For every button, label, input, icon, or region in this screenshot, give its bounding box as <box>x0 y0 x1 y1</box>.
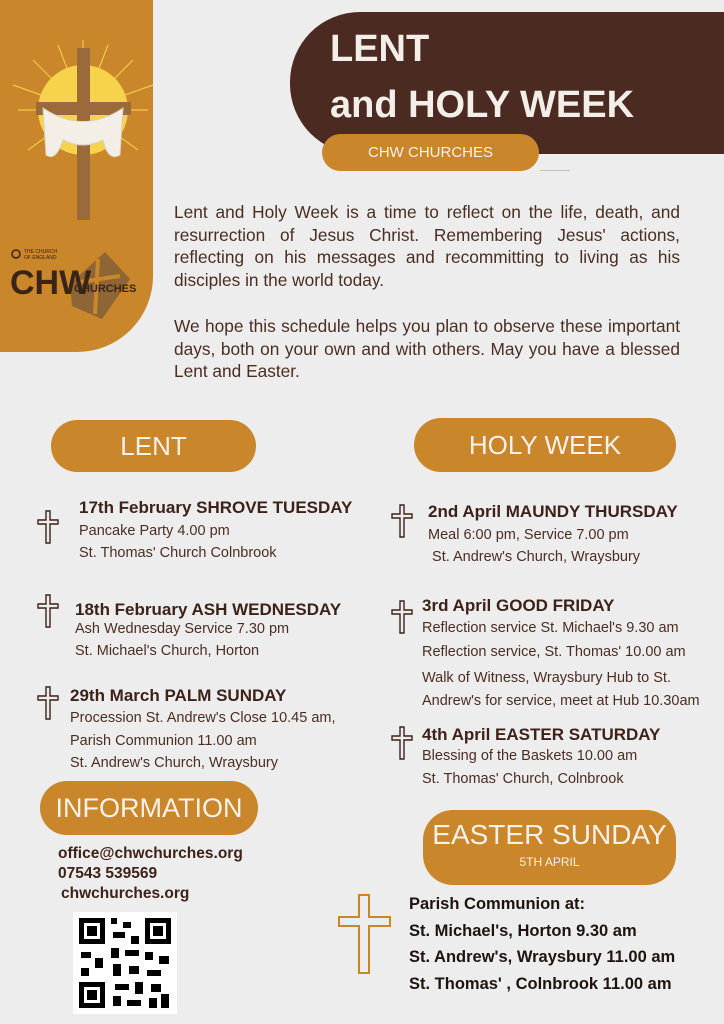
event-line: St. Andrew's Church, Wraysbury <box>428 549 641 565</box>
svg-text:CHW: CHW <box>10 264 92 302</box>
phone-number[interactable]: 07543 539569 <box>58 865 158 882</box>
event-title: 17th February SHROVE TUESDAY <box>79 498 353 517</box>
event-line: Reflection service, St. Thomas' 10.00 am <box>422 644 686 660</box>
cross-icon <box>391 600 413 634</box>
easter-intro: Parish Communion at: <box>409 895 586 913</box>
cross-icon <box>337 893 392 975</box>
divider <box>540 170 570 171</box>
svg-text:OF ENGLAND: OF ENGLAND <box>24 255 57 261</box>
event-title: 4th April EASTER SATURDAY <box>422 725 661 744</box>
email-link[interactable]: office@chwchurches.org <box>58 845 243 862</box>
cross-icon <box>391 504 413 538</box>
event-line: St. Andrew's Church, Wraysbury <box>70 755 278 771</box>
event-line: St. Thomas' Church Colnbrook <box>79 545 277 561</box>
lent-heading: LENT <box>51 420 256 472</box>
event-title: 2nd April MAUNDY THURSDAY <box>428 502 678 521</box>
information-heading: INFORMATION <box>40 781 258 835</box>
event-line: Pancake Party 4.00 pm <box>79 523 230 539</box>
website-link[interactable]: chwchurches.org <box>61 885 190 902</box>
event-title: 18th February ASH WEDNESDAY <box>75 600 342 619</box>
cross-icon <box>37 594 59 628</box>
event-line: Reflection service St. Michael's 9.30 am <box>422 620 679 636</box>
qr-code[interactable] <box>73 912 177 1014</box>
easter-service: St. Thomas' , Colnbrook 11.00 am <box>409 975 672 993</box>
intro-paragraph-1: Lent and Holy Week is a time to reflect on the life, death, and resurrection of Jesus Christ. Remembering Jesus' actions, reflecting on his messages and recommitting to living as his disciples in the world today. <box>174 202 680 290</box>
cross-icon <box>391 726 413 760</box>
event-line: Andrew's for service, meet at Hub 10.30am <box>422 693 700 709</box>
event-line: Ash Wednesday Service 7.30 pm <box>75 621 290 637</box>
event-title: 29th March PALM SUNDAY <box>70 686 287 705</box>
easter-service: St. Michael's, Horton 9.30 am <box>409 922 637 940</box>
page-title-line2: and HOLY WEEK <box>330 84 635 126</box>
cross-icon <box>37 510 59 544</box>
page-title-line1: LENT <box>330 28 430 70</box>
event-line: Meal 6:00 pm, Service 7.00 pm <box>428 527 629 543</box>
easter-sunday-heading: EASTER SUNDAY <box>432 819 667 850</box>
event-title: 3rd April GOOD FRIDAY <box>422 596 615 615</box>
intro-paragraph-2: We hope this schedule helps you plan to observe these important days, both on your own and with others. May you have a blessed Lent and Easter. <box>174 316 680 381</box>
chw-logo <box>10 244 140 322</box>
svg-text:CHURCHES: CHURCHES <box>74 283 137 295</box>
easter-service: St. Andrew's, Wraysbury 11.00 am <box>409 948 676 966</box>
holy-week-heading: HOLY WEEK <box>414 418 676 472</box>
easter-sunday-date: 5TH APRIL <box>519 855 580 869</box>
cross-sunburst-icon <box>8 40 158 230</box>
event-line: Blessing of the Baskets 10.00 am <box>422 748 638 764</box>
event-line: Procession St. Andrew's Close 10.45 am, <box>70 710 336 726</box>
event-line: St. Thomas' Church, Colnbrook <box>422 771 624 787</box>
subtitle-badge: CHW CHURCHES <box>322 134 539 171</box>
cross-icon <box>37 686 59 720</box>
event-line: Walk of Witness, Wraysbury Hub to St. <box>422 670 671 686</box>
event-line: St. Michael's Church, Horton <box>75 643 260 659</box>
easter-sunday-badge <box>423 810 676 885</box>
event-line: Parish Communion 11.00 am <box>70 733 257 749</box>
svg-text:THE CHURCH: THE CHURCH <box>24 249 58 255</box>
